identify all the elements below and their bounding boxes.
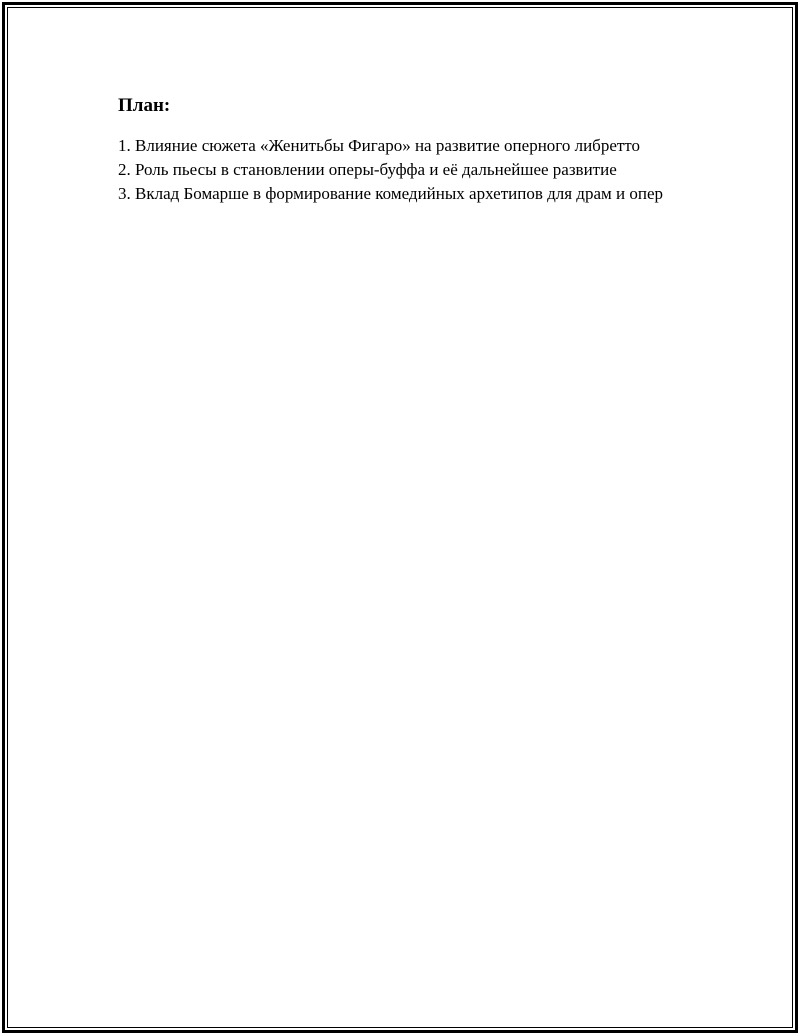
plan-list xyxy=(118,134,688,206)
document-body xyxy=(118,93,688,206)
plan-heading: План: xyxy=(118,95,171,116)
plan-item-2: 2. Роль пьесы в становлении оперы-буффа и её дальнейшее развитие xyxy=(118,160,617,179)
plan-item-3: 3. Вклад Бомарше в формирование комедийных архетипов для драм и опер xyxy=(118,184,663,203)
plan-item-1: 1. Влияние сюжета «Женитьбы Фигаро» на развитие оперного либретто xyxy=(118,136,641,155)
